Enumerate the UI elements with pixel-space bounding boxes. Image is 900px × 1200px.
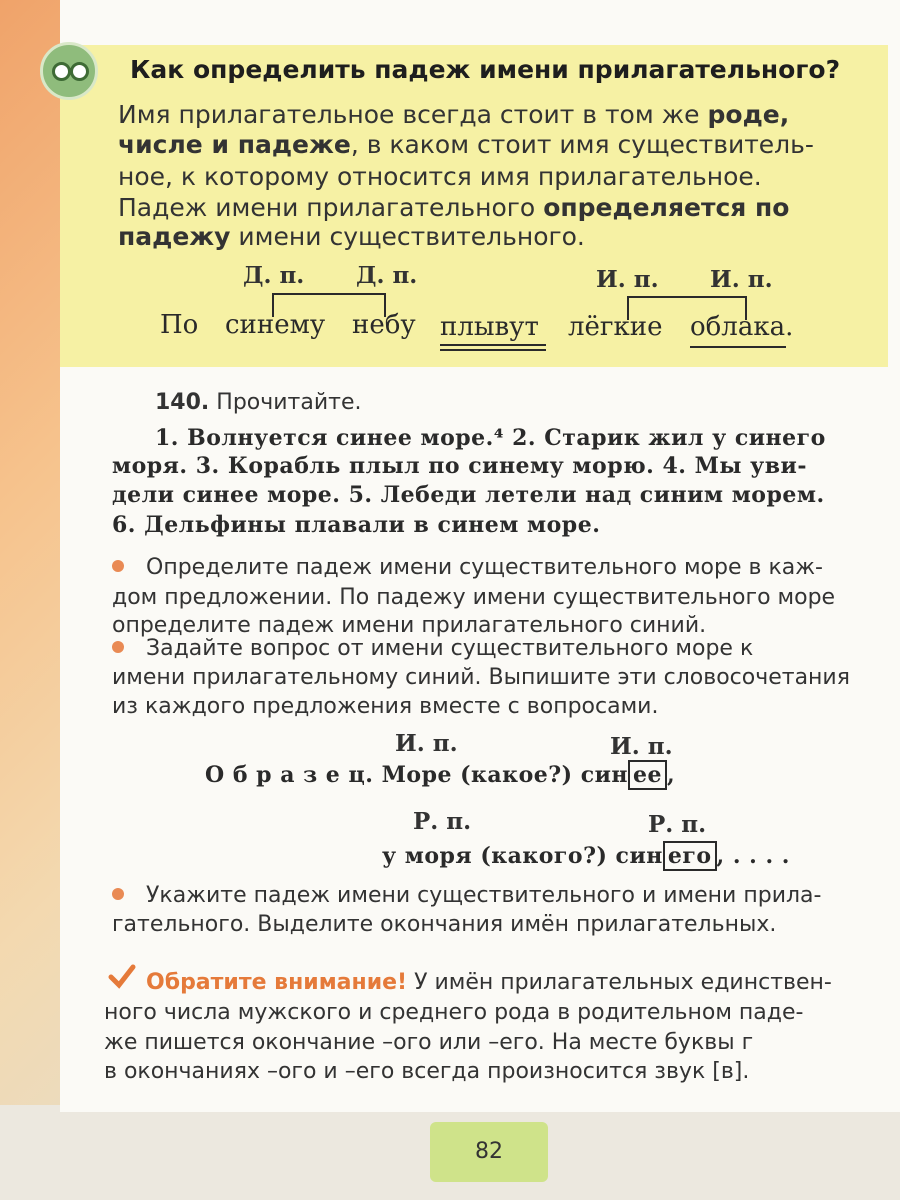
example-word-nebu: небу [352, 310, 416, 340]
sample-case-ip-2: И. п. [610, 733, 673, 760]
bullet-2-icon [112, 641, 124, 653]
attention-line-4: в окончаниях –ого и –его всегда произносится звук [в]. [104, 1059, 750, 1084]
page-number: 82 [430, 1122, 548, 1182]
case-label-dp-2: Д. п. [356, 262, 418, 289]
case-label-dp-1: Д. п. [243, 262, 305, 289]
bullet-2-line-3: из каждого предложения вместе с вопросами. [112, 694, 659, 719]
rule-line-2: числе и падеже, в каком стоит имя существитель- [118, 130, 814, 159]
case-label-ip-1: И. п. [596, 266, 659, 293]
attention-label: Обратите внимание! [146, 970, 408, 995]
checkmark-icon [108, 963, 136, 991]
case-label-ip-2: И. п. [710, 266, 773, 293]
bullet-1-line-2: дом предложении. По падежу имени существительного море [112, 585, 836, 610]
attention-line-3: же пишется окончание –ого или –его. На месте буквы г [104, 1030, 754, 1055]
bullet-3-icon [112, 888, 124, 900]
sample-case-rp-2: Р. п. [648, 811, 707, 838]
bullet-3-line-1: Укажите падеж имени существительного и имени прила- [146, 883, 822, 908]
task-140-line-1: 1. Волнуется синее море.⁴ 2. Старик жил у синего [155, 425, 826, 451]
example-word-po: По [160, 310, 199, 340]
sample-line-1: О б р а з е ц. Море (какое?) син ее , [205, 762, 676, 788]
task-140-line-2: моря. 3. Корабль плыл по синему морю. 4. Мы уви- [112, 453, 807, 479]
ending-box-ego: его [663, 841, 717, 871]
example-word-oblaka: облака. [690, 312, 794, 342]
ending-box-ee: ее [628, 760, 667, 790]
sample-case-rp-1: Р. п. [413, 808, 472, 835]
task-140-line-4: 6. Дельфины плавали в синем море. [112, 512, 601, 538]
task-140-line-3: дели синее море. 5. Лебеди летели над синим морем. [112, 482, 825, 508]
rule-line-5: падежу имени существительного. [118, 222, 585, 251]
bullet-2-line-2: имени прилагательному синий. Выпишите эти словосочетания [112, 665, 850, 690]
bullet-1-icon [112, 560, 124, 572]
task-140-heading: 140. Прочитайте. [155, 390, 362, 415]
attention-line-2: ного числа мужского и среднего рода в родительном паде- [104, 1000, 804, 1025]
attention-line-1: Обратите внимание! У имён прилагательных единствен- [146, 970, 832, 995]
sample-case-ip-1: И. п. [395, 730, 458, 757]
subject-underline [690, 346, 786, 348]
rule-title: Как определить падеж имени прилагательного? [130, 55, 841, 84]
predicate-underline-2 [440, 349, 546, 351]
example-word-sinemu: синему [225, 310, 326, 340]
sample-line-2: у моря (какого?) син его , . . . . [382, 843, 790, 869]
owl-icon [40, 42, 98, 100]
bullet-2-line-1: Задайте вопрос от имени существительного море к [146, 636, 754, 661]
rule-line-3: ное, к которому относится имя прилагательное. [118, 162, 762, 191]
bullet-1-line-3: определите падеж имени прилагательного синий. [112, 613, 707, 638]
rule-line-1: Имя прилагательное всегда стоит в том же роде, [118, 100, 790, 129]
example-word-legkie: лёгкие [568, 312, 663, 342]
example-word-plyvut: плывут [440, 312, 539, 342]
bullet-1-line-1: Определите падеж имени существительного море в каж- [146, 555, 823, 580]
bullet-3-line-2: гательного. Выделите окончания имён прилагательных. [112, 912, 777, 937]
rule-line-4: Падеж имени прилагательного определяется по [118, 193, 790, 222]
predicate-underline-1 [440, 344, 546, 346]
